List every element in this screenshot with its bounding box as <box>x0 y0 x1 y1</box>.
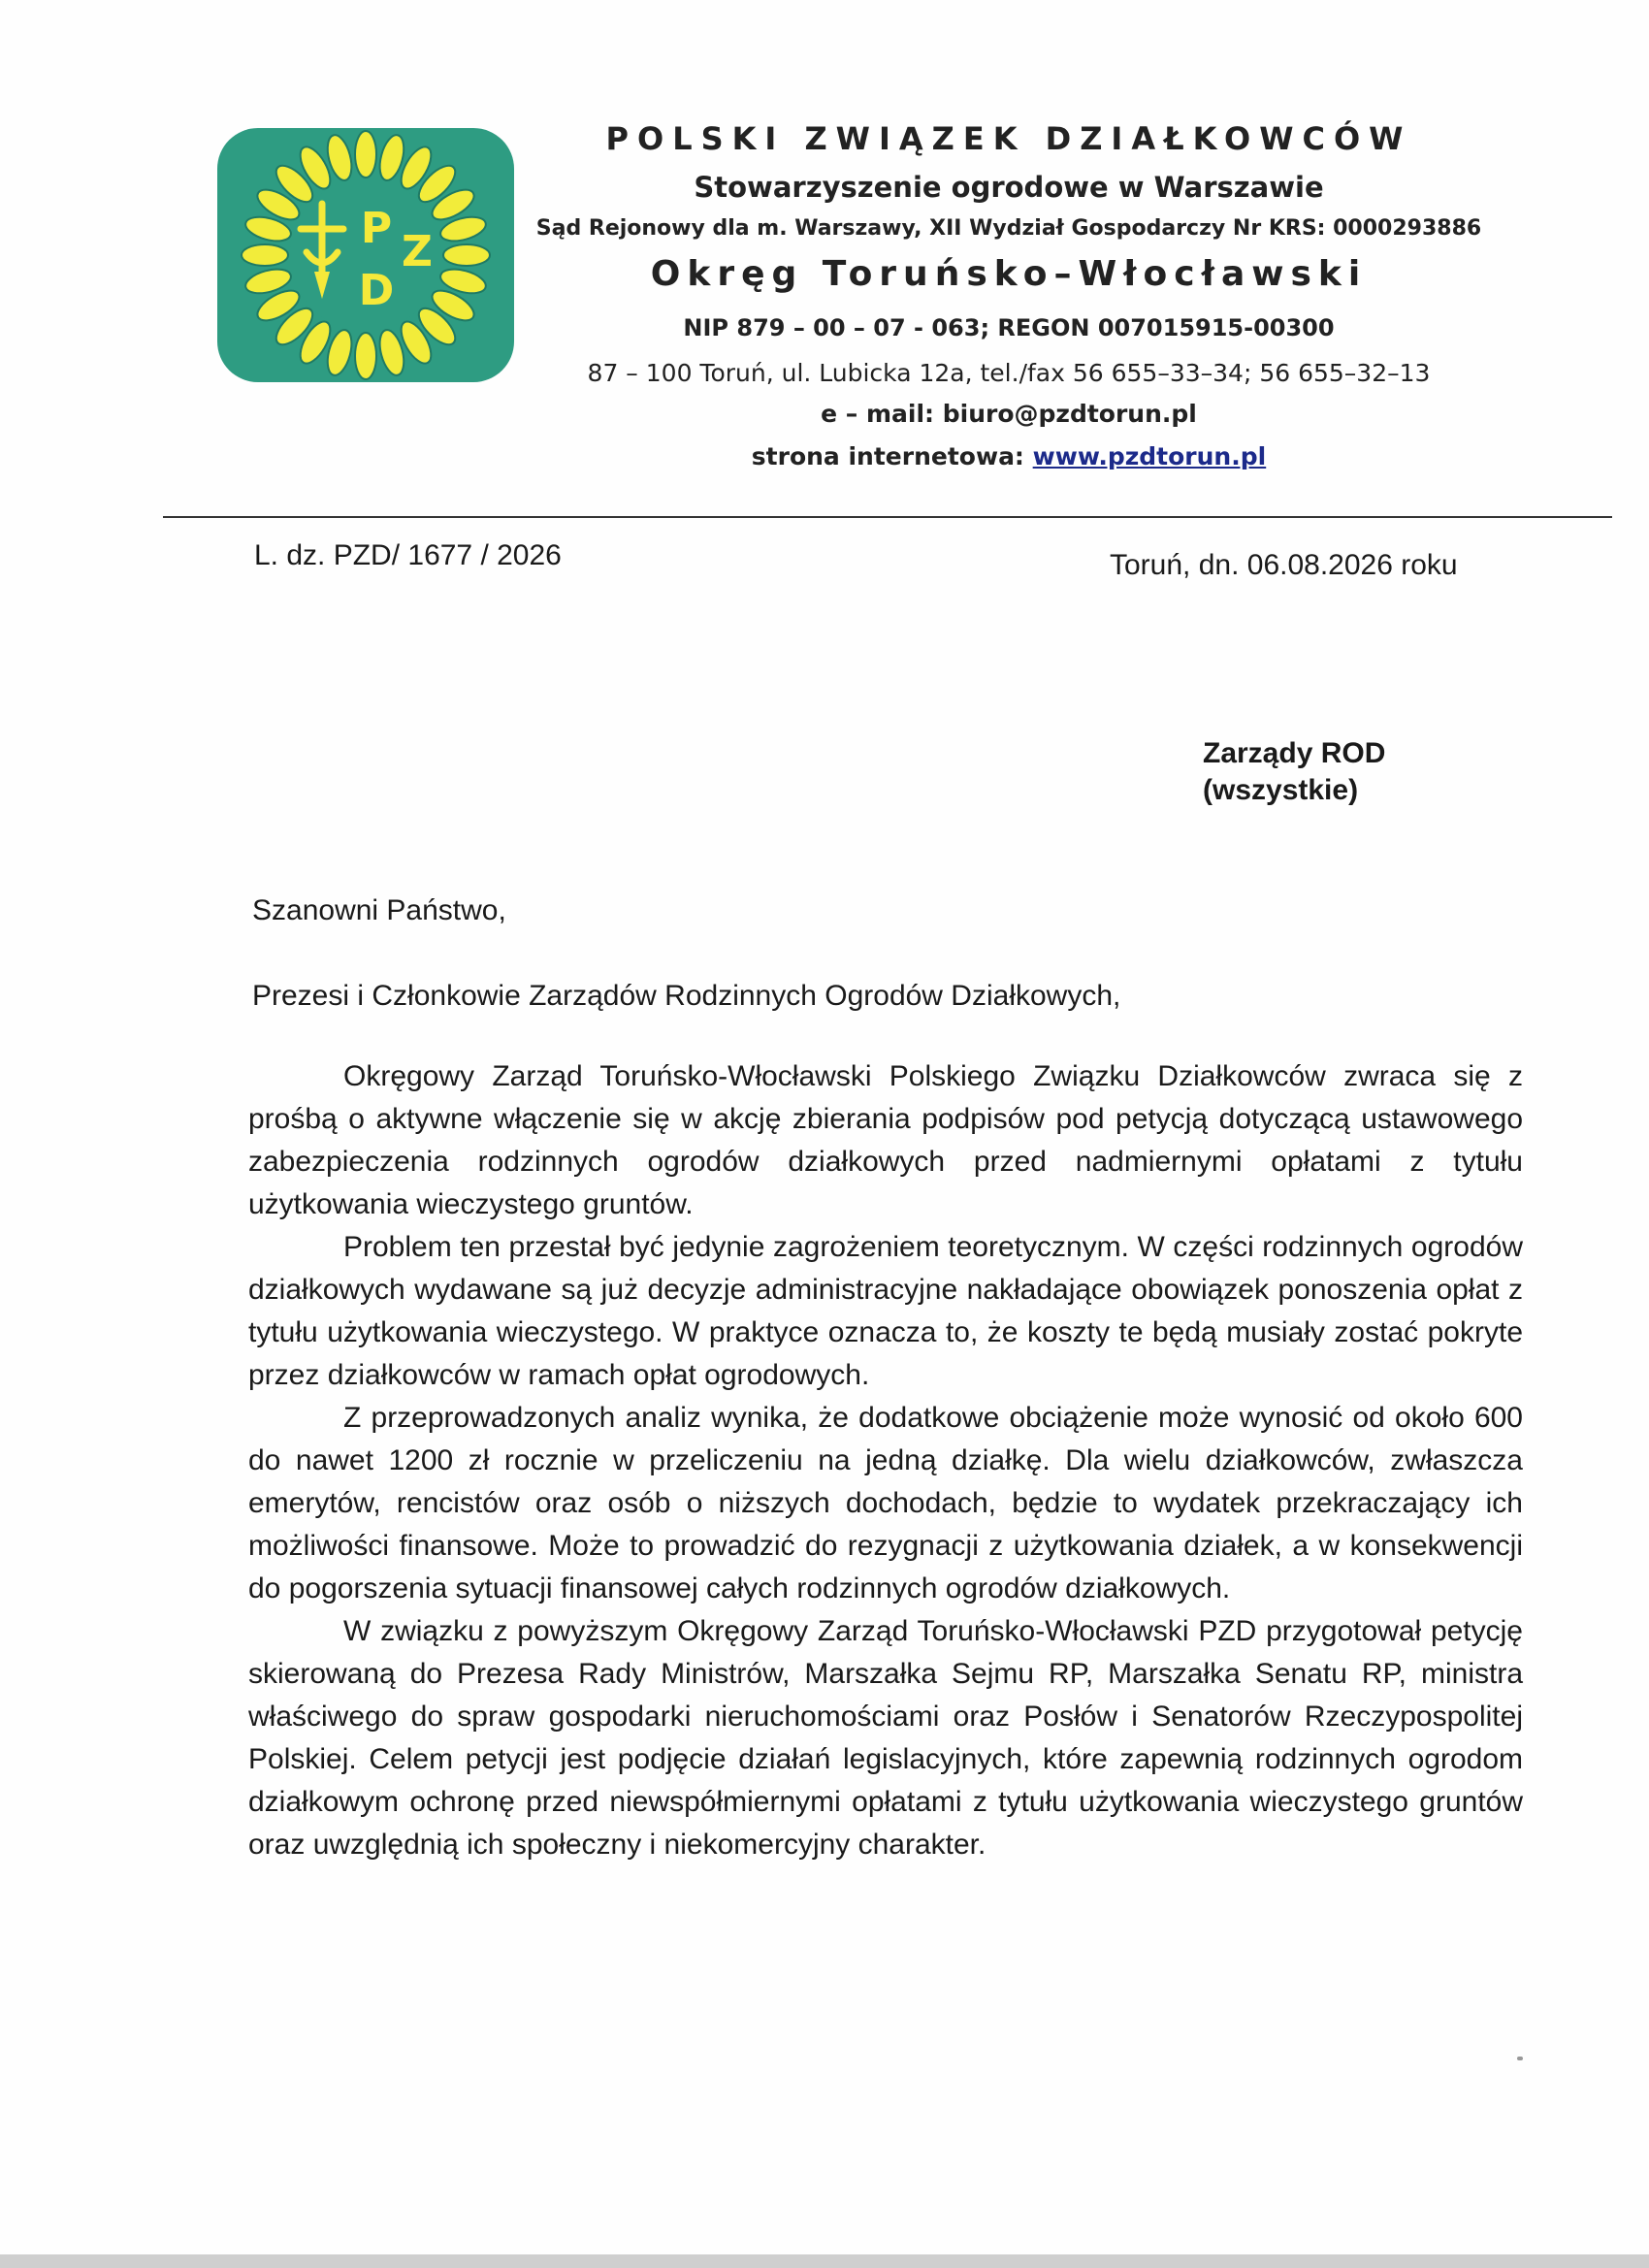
paragraph-2: Problem ten przestał być jedynie zagrożeniem teoretycznym. W części rodzinnych ogrodów działkowych wydawane są już decyzje administracyjne nakładające obowiązek ponoszenia opłat z tytułu użytkowania wieczystego. W praktyce oznacza to, że koszty te będą musiały zostać pokryte przez działkowców w ramach opłat ogrodowych. <box>248 1231 1523 1391</box>
salutation-line-1: Szanowni Państwo, <box>252 894 506 926</box>
paragraph-1: Okręgowy Zarząd Toruńsko-Włocławski Polskiego Związku Działkowców zwraca się z prośbą o aktywne włączenie się w akcję zbierania podpisów pod petycją dotyczącą ustawowego zabezpieczenia rodzinnych ogrodów działkowych przed nadmiernymi opłatami z tytułu użytkowania wieczystego gruntów. <box>248 1060 1523 1220</box>
header-divider <box>163 516 1612 518</box>
email-address: e – mail: biuro@pzdtorun.pl <box>821 400 1197 428</box>
district-name: Okręg Toruńsko–Włocławski <box>650 254 1368 294</box>
website-line <box>524 442 1494 470</box>
recipient-line-2: (wszystkie) <box>1203 774 1359 806</box>
pzd-sunflower-emblem <box>217 128 514 382</box>
reference-number: L. dz. PZD/ 1677 / 2026 <box>254 539 562 571</box>
postal-address: 87 – 100 Toruń, ul. Lubicka 12a, tel./fax 56 655–33–34; 56 655–32–13 <box>587 359 1431 387</box>
logo-petal <box>242 244 288 266</box>
logo-petal <box>355 333 376 379</box>
association-type: Stowarzyszenie ogrodowe w Warszawie <box>694 171 1324 204</box>
recipient-line-1: Zarządy ROD <box>1203 737 1386 769</box>
logo-petal <box>355 131 376 178</box>
court-registration: Sąd Rejonowy dla m. Warszawy, XII Wydział Gospodarczy Nr KRS: 0000293886 <box>535 216 1482 241</box>
tax-ids: NIP 879 – 00 – 07 - 063; REGON 007015915-00300 <box>683 314 1335 341</box>
salutation-line-2: Prezesi i Członkowie Zarządów Rodzinnych Ogrodów Działkowych, <box>252 980 1121 1012</box>
organization-name: POLSKI ZWIĄZEK DZIAŁKOWCÓW <box>605 120 1412 157</box>
logo-letter-z: Z <box>402 227 433 276</box>
scan-speck <box>1517 2057 1523 2060</box>
letter-date: Toruń, dn. 06.08.2026 roku <box>1110 549 1458 581</box>
recipient-block <box>1203 735 1385 809</box>
paragraph-3: Z przeprowadzonych analiz wynika, że dodatkowe obciążenie może wynosić od około 600 do nawet 1200 zł rocznie w przeliczeniu na jedną działkę. Dla wielu działkowców, zwłaszcza emerytów, rencistów oraz osób o niższych dochodach, będzie to wydatek przekraczający ich możliwości finansowe. Może to prowadzić do rezygnacji z użytkowania działek, a w konsekwencji do pogorszenia sytuacji finansowej całych rodzinnych ogrodów działkowych. <box>248 1402 1523 1604</box>
pzd-logo <box>217 128 514 382</box>
website-label: strona internetowa: <box>751 442 1024 470</box>
logo-petal <box>443 244 490 266</box>
letter-body <box>248 1055 1523 1866</box>
paragraph-4: W związku z powyższym Okręgowy Zarząd Toruńsko-Włocławski PZD przygotował petycję skierowaną do Prezesa Rady Ministrów, Marszałka Sejmu RP, Marszałka Senatu RP, ministra właściwego do spraw gospodarki nieruchomościami oraz Posłów i Senatorów Rzeczypospolitej Polskiej. Celem petycji jest podjęcie działań legislacyjnych, które zapewnią rodzinnych ogrodom działkowym ochronę przed niewspółmiernymi opłatami z tytułu użytkowania wieczystego gruntów oraz uwzględnią ich społeczny i niekomercyjny charakter. <box>248 1615 1523 1861</box>
scan-edge <box>0 2254 1649 2268</box>
logo-letter-p: P <box>360 204 393 253</box>
logo-letter-d: D <box>358 266 395 315</box>
website-link[interactable]: www.pzdtorun.pl <box>1032 442 1267 470</box>
